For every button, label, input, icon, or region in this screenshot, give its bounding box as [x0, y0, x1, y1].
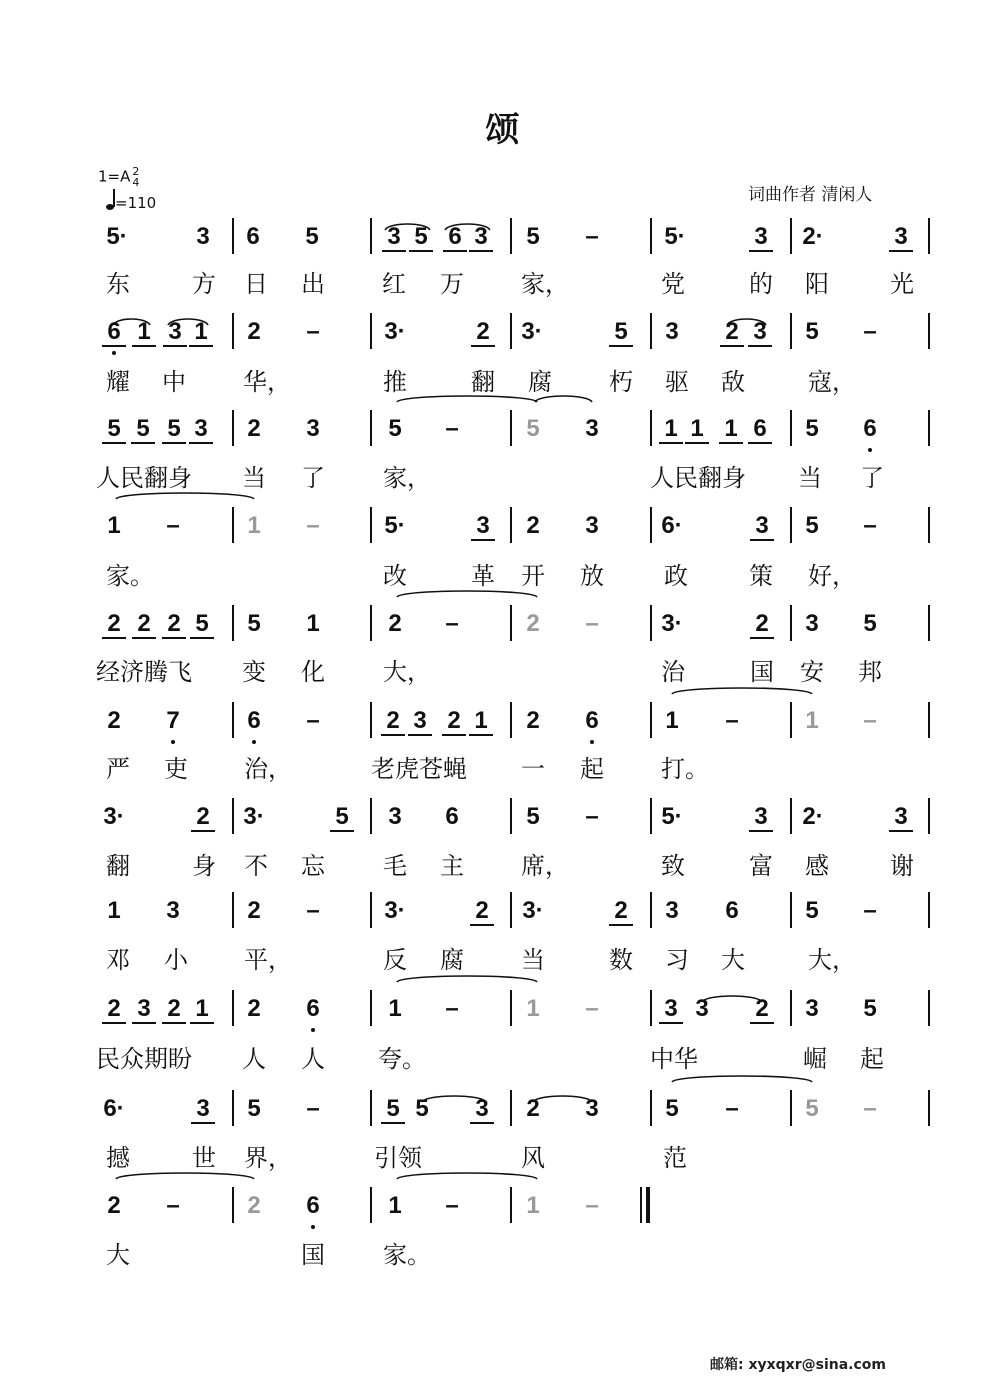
jianpu-note: 5· — [664, 223, 686, 250]
lyric-text: 大 — [721, 946, 745, 974]
lyric-text: 家， — [383, 464, 431, 492]
lyric-text: 邓 — [106, 946, 130, 974]
jianpu-note: 6 — [863, 415, 877, 442]
jianpu-note: 3 — [585, 1095, 599, 1122]
lyric-text: 日 — [244, 270, 268, 298]
slur-tie — [422, 1096, 486, 1102]
lyric-text: 的 — [749, 270, 773, 298]
jianpu-note: – — [166, 512, 180, 539]
lyric-text: 化 — [301, 658, 325, 686]
contact-email: 邮箱: xyxqxr@sina.com — [710, 1357, 886, 1373]
jianpu-note: 3· — [522, 897, 544, 924]
lyric-text: 家， — [521, 270, 569, 298]
jianpu-note: 1 — [469, 708, 493, 736]
jianpu-note: – — [585, 995, 599, 1022]
jianpu-note: 5 — [388, 415, 402, 442]
lyric-text: 光 — [890, 270, 914, 298]
jianpu-note: 3 — [805, 610, 819, 637]
jianpu-note: 5 — [247, 1095, 261, 1122]
jianpu-note: 5 — [381, 1096, 405, 1124]
jianpu-note: – — [306, 707, 320, 734]
slur-tie — [535, 396, 592, 402]
jianpu-note: 3 — [306, 415, 320, 442]
slur-tie — [168, 319, 208, 325]
lyric-text: 放 — [580, 562, 604, 590]
jianpu-note: 5 — [863, 610, 877, 637]
jianpu-note: 2 — [162, 996, 186, 1024]
lyric-text: 当 — [798, 464, 822, 492]
jianpu-note: – — [306, 897, 320, 924]
lyric-text: 反 — [383, 946, 407, 974]
jianpu-note: 1 — [107, 512, 121, 539]
jianpu-note: 2 — [471, 319, 495, 347]
jianpu-note: – — [166, 1192, 180, 1219]
jianpu-note: – — [863, 897, 877, 924]
slur-tie — [397, 591, 537, 597]
jianpu-note: 2 — [107, 707, 121, 734]
lyric-text: 不 — [244, 852, 268, 880]
jianpu-note: 2 — [442, 708, 466, 736]
jianpu-note: 2 — [526, 512, 540, 539]
jianpu-note: 5 — [805, 415, 819, 442]
lyric-text: 了 — [860, 464, 884, 492]
jianpu-note: 2 — [750, 996, 774, 1024]
lyric-text: 翻 — [106, 852, 130, 880]
lyric-text: 人民翻身 — [650, 464, 746, 492]
jianpu-note: 2 — [388, 610, 402, 637]
jianpu-note: 6 — [102, 319, 126, 347]
jianpu-note: 5 — [526, 803, 540, 830]
lyric-text: 致 — [661, 852, 685, 880]
slur-tie — [727, 319, 766, 325]
slur-tie — [116, 493, 254, 499]
jianpu-note: 6 — [443, 224, 467, 252]
lyric-text: 谢 — [890, 852, 914, 880]
lyric-text: 主 — [440, 852, 464, 880]
lyric-text: 革 — [471, 562, 495, 590]
lyric-text: 耀 — [106, 368, 130, 396]
lyric-text: 寇， — [808, 368, 856, 396]
lyric-text: 起 — [860, 1045, 884, 1073]
jianpu-note: 1 — [190, 996, 214, 1024]
lyric-text: 治， — [244, 755, 292, 783]
lyric-text: 推 — [383, 368, 407, 396]
lyric-text: 政 — [664, 562, 688, 590]
lyric-text: 人 — [242, 1045, 266, 1073]
jianpu-note: 3 — [189, 416, 213, 444]
lyric-text: 家。 — [106, 562, 154, 590]
jianpu-note: 5 — [409, 224, 433, 252]
lyric-text: 驱 — [665, 368, 689, 396]
jianpu-note: 3· — [661, 610, 683, 637]
song-title: 颂 — [485, 110, 520, 150]
jianpu-note: – — [445, 610, 459, 637]
jianpu-note: 6 — [445, 803, 459, 830]
lyric-text: 范 — [663, 1144, 687, 1172]
jianpu-note: 3 — [659, 996, 683, 1024]
jianpu-note: 6 — [725, 897, 739, 924]
jianpu-note: 3 — [388, 803, 402, 830]
jianpu-note: 5 — [863, 995, 877, 1022]
lyric-text: 国 — [750, 658, 774, 686]
jianpu-note: 1 — [132, 319, 156, 347]
lyric-text: 翻 — [471, 368, 495, 396]
jianpu-note: 2· — [802, 223, 824, 250]
lyric-text: 朽 — [609, 368, 633, 396]
lyric-text: 治 — [661, 658, 685, 686]
jianpu-note: 1 — [526, 1192, 540, 1219]
jianpu-note: 5 — [609, 319, 633, 347]
jianpu-note: 2 — [750, 611, 774, 639]
jianpu-note: 5· — [384, 512, 406, 539]
tempo-value: =110 — [115, 194, 157, 212]
jianpu-note: 6· — [661, 512, 683, 539]
jianpu-note: 5 — [805, 512, 819, 539]
jianpu-note: 2 — [609, 898, 633, 926]
jianpu-note: 3 — [749, 804, 773, 832]
jianpu-note: – — [863, 707, 877, 734]
jianpu-note: 3 — [749, 224, 773, 252]
jianpu-note: 1 — [247, 512, 261, 539]
jianpu-note: 2 — [526, 707, 540, 734]
lyric-text: 当 — [521, 946, 545, 974]
jianpu-note: 6 — [306, 995, 320, 1022]
jianpu-note: – — [445, 1192, 459, 1219]
composer-credit: 词曲作者 清闲人 — [748, 185, 873, 205]
jianpu-note: 2 — [526, 610, 540, 637]
jianpu-note: 3 — [191, 1096, 215, 1124]
lyric-text: 策 — [749, 562, 773, 590]
jianpu-note: 5· — [106, 223, 128, 250]
lyric-text: 好， — [808, 562, 856, 590]
lyric-text: 当 — [242, 464, 266, 492]
jianpu-note: 5 — [131, 416, 155, 444]
jianpu-note: 3· — [243, 803, 265, 830]
jianpu-note: 1 — [719, 416, 743, 444]
jianpu-note: – — [863, 1095, 877, 1122]
lyric-text: 起 — [580, 755, 604, 783]
lyric-text: 一 — [521, 755, 545, 783]
lyric-text: 华， — [243, 368, 291, 396]
jianpu-note: – — [585, 803, 599, 830]
jianpu-note: 1 — [526, 995, 540, 1022]
jianpu-note: 3 — [471, 513, 495, 541]
jianpu-note: 3 — [163, 319, 187, 347]
lyric-text: 红 — [382, 270, 406, 298]
lyric-text: 安 — [800, 658, 824, 686]
jianpu-note: 3 — [665, 318, 679, 345]
jianpu-note: – — [306, 512, 320, 539]
lyric-text: 大， — [808, 946, 856, 974]
jianpu-note: 2 — [247, 318, 261, 345]
lyric-text: 忘 — [301, 852, 325, 880]
jianpu-note: 6 — [306, 1192, 320, 1219]
jianpu-note: 3 — [196, 223, 210, 250]
lyric-text: 中华 — [650, 1045, 698, 1073]
jianpu-note: 1 — [306, 610, 320, 637]
jianpu-note: – — [306, 318, 320, 345]
jianpu-note: 3 — [470, 1096, 494, 1124]
jianpu-note: 1 — [107, 897, 121, 924]
jianpu-note: – — [585, 223, 599, 250]
jianpu-note: 1 — [805, 707, 819, 734]
jianpu-note: 3 — [166, 897, 180, 924]
lyric-text: 邦 — [858, 658, 882, 686]
jianpu-note: – — [725, 1095, 739, 1122]
lyric-text: 人 — [301, 1045, 325, 1073]
jianpu-note: 1 — [665, 707, 679, 734]
lyric-text: 习 — [665, 946, 689, 974]
jianpu-note: 5 — [247, 610, 261, 637]
lyric-text: 感 — [805, 852, 829, 880]
lyric-text: 风 — [521, 1144, 545, 1172]
jianpu-note: – — [445, 415, 459, 442]
slur-tie — [116, 1173, 254, 1179]
lyric-text: 吏 — [164, 755, 188, 783]
lyric-text: 身 — [192, 852, 216, 880]
jianpu-note: 1 — [388, 995, 402, 1022]
jianpu-note: 5 — [805, 318, 819, 345]
jianpu-note: – — [585, 1192, 599, 1219]
jianpu-note: 5 — [330, 804, 354, 832]
lyric-text: 腐 — [528, 368, 552, 396]
lyric-text: 出 — [301, 270, 325, 298]
lyric-text: 家。 — [383, 1241, 431, 1269]
lyric-text: 民众期盼 — [96, 1045, 192, 1073]
jianpu-note: 6· — [103, 1095, 125, 1122]
jianpu-note: 2 — [191, 804, 215, 832]
jianpu-note: 6 — [748, 416, 772, 444]
jianpu-note: 2 — [247, 415, 261, 442]
jianpu-note: 5 — [190, 611, 214, 639]
lyric-text: 人民翻身 — [96, 464, 192, 492]
lyric-text: 东 — [106, 270, 130, 298]
jianpu-note: 1 — [189, 319, 213, 347]
jianpu-note: – — [863, 512, 877, 539]
lyric-text: 敌 — [721, 368, 745, 396]
lyric-text: 国 — [301, 1241, 325, 1269]
jianpu-note: 7 — [166, 707, 180, 734]
slur-tie — [397, 976, 537, 982]
jianpu-note: 3· — [384, 897, 406, 924]
jianpu-note: 2 — [720, 319, 744, 347]
jianpu-note: 2 — [102, 996, 126, 1024]
jianpu-note: 6 — [246, 223, 260, 250]
lyric-text: 万 — [440, 270, 464, 298]
jianpu-note: 5 — [305, 223, 319, 250]
slur-tie — [385, 224, 430, 230]
jianpu-note: – — [725, 707, 739, 734]
slur-tie — [445, 224, 490, 230]
lyric-text: 严 — [106, 755, 130, 783]
jianpu-note: 2 — [526, 1095, 540, 1122]
jianpu-note: 3 — [132, 996, 156, 1024]
lyric-text: 撼 — [106, 1144, 130, 1172]
lyric-text: 腐 — [440, 946, 464, 974]
jianpu-note: 2 — [470, 898, 494, 926]
jianpu-note: 3· — [521, 318, 543, 345]
lyric-text: 党 — [661, 270, 685, 298]
jianpu-note: 6 — [247, 707, 261, 734]
jianpu-note: 3 — [665, 897, 679, 924]
jianpu-note: 3 — [585, 512, 599, 539]
jianpu-note: 3 — [382, 224, 406, 252]
lyric-text: 小 — [164, 946, 188, 974]
lyric-text: 打。 — [661, 755, 709, 783]
jianpu-note: 3 — [585, 415, 599, 442]
jianpu-note: 2 — [107, 1192, 121, 1219]
jianpu-note: 6 — [585, 707, 599, 734]
lyric-text: 席， — [521, 852, 569, 880]
lyric-text: 平， — [244, 946, 292, 974]
jianpu-note: 2 — [247, 897, 261, 924]
jianpu-note: 5 — [526, 415, 540, 442]
jianpu-note: 3 — [695, 995, 709, 1022]
jianpu-note: 5 — [415, 1095, 429, 1122]
jianpu-note: 3 — [805, 995, 819, 1022]
jianpu-note: 5 — [805, 1095, 819, 1122]
jianpu-note: 2 — [247, 995, 261, 1022]
lyric-text: 了 — [301, 464, 325, 492]
jianpu-note: 3 — [748, 319, 772, 347]
jianpu-note: 2· — [802, 803, 824, 830]
jianpu-note: 1 — [388, 1192, 402, 1219]
jianpu-note: 1 — [685, 416, 709, 444]
jianpu-note: – — [445, 995, 459, 1022]
lyric-text: 界， — [244, 1144, 292, 1172]
slur-tie — [397, 1173, 537, 1179]
jianpu-note: 5· — [661, 803, 683, 830]
jianpu-note: 3· — [103, 803, 125, 830]
lyric-text: 中 — [162, 368, 186, 396]
lyric-text: 阳 — [805, 270, 829, 298]
jianpu-note: 1 — [659, 416, 683, 444]
lyric-text: 毛 — [383, 852, 407, 880]
lyric-text: 经济腾飞 — [96, 658, 192, 686]
key-label: 1=A — [98, 167, 131, 186]
jianpu-note: 5 — [665, 1095, 679, 1122]
jianpu-note: 5 — [162, 416, 186, 444]
lyric-text: 引领 — [374, 1144, 422, 1172]
jianpu-note: 3 — [469, 224, 493, 252]
lyric-text: 富 — [749, 852, 773, 880]
jianpu-note: – — [585, 610, 599, 637]
slur-tie — [397, 396, 537, 402]
slur-tie — [672, 1076, 812, 1082]
lyric-text: 开 — [521, 562, 545, 590]
slur-tie — [672, 688, 812, 694]
jianpu-note: 5 — [102, 416, 126, 444]
jianpu-note: 3 — [889, 804, 913, 832]
jianpu-note: 2 — [247, 1192, 261, 1219]
slur-tie — [702, 996, 762, 1002]
jianpu-note: 3 — [750, 513, 774, 541]
slur-tie — [533, 1096, 592, 1102]
lyric-text: 崛 — [803, 1045, 827, 1073]
jianpu-note: 2 — [162, 611, 186, 639]
lyric-text: 老虎苍蝇 — [371, 755, 467, 783]
jianpu-note: 3· — [384, 318, 406, 345]
lyric-text: 改 — [383, 562, 407, 590]
slur-tie — [113, 319, 150, 325]
time-signature: 2 4 — [132, 165, 140, 189]
jianpu-note: 2 — [381, 708, 405, 736]
lyric-text: 方 — [192, 270, 216, 298]
lyric-text: 大 — [106, 1241, 130, 1269]
jianpu-note: 5 — [526, 223, 540, 250]
lyric-text: 数 — [609, 946, 633, 974]
jianpu-note: 5 — [805, 897, 819, 924]
jianpu-note: 3 — [889, 224, 913, 252]
jianpu-note: – — [306, 1095, 320, 1122]
lyric-text: 世 — [192, 1144, 216, 1172]
jianpu-note: 2 — [102, 611, 126, 639]
jianpu-note: 2 — [132, 611, 156, 639]
lyric-text: 大， — [383, 658, 431, 686]
jianpu-note: – — [863, 318, 877, 345]
jianpu-note: 3 — [408, 708, 432, 736]
lyric-text: 变 — [242, 658, 266, 686]
lyric-text: 夸。 — [378, 1045, 426, 1073]
